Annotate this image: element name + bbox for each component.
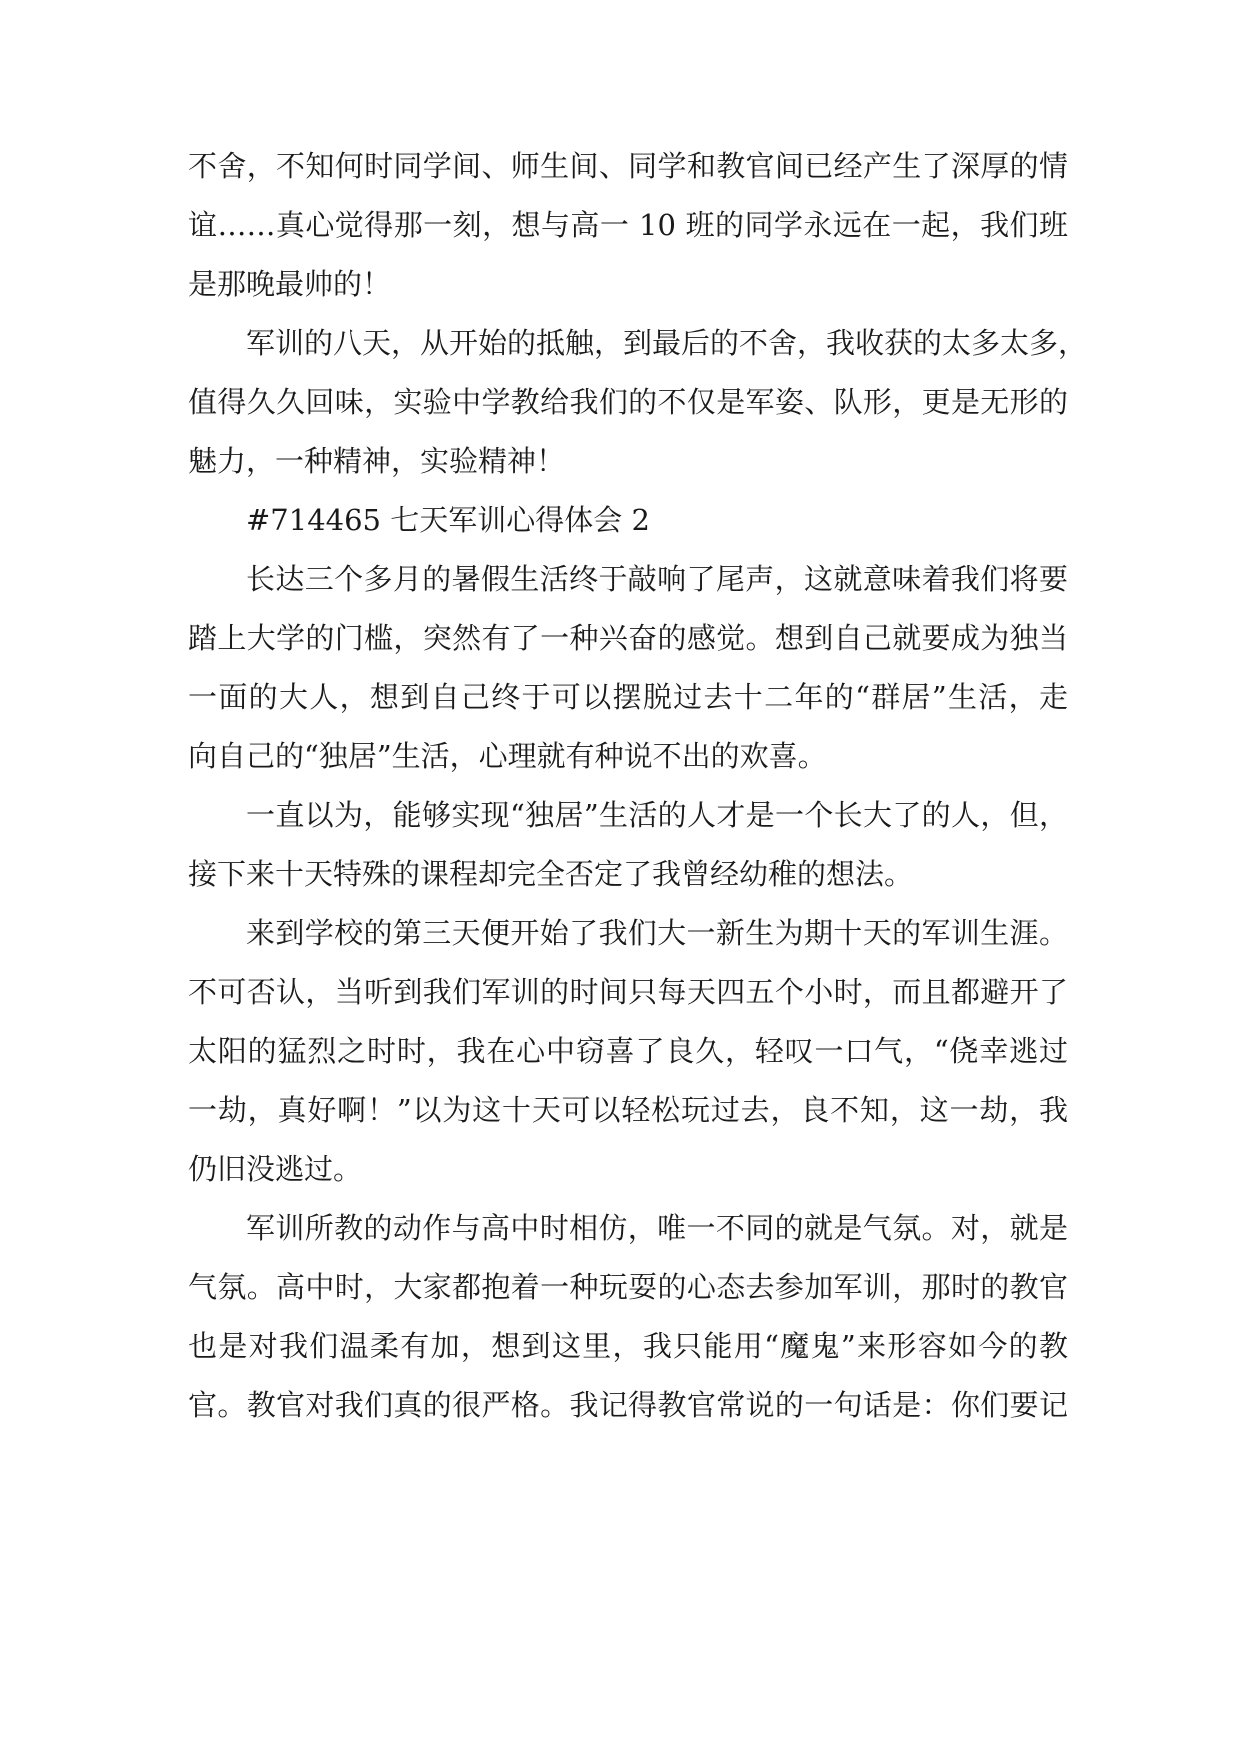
- text-line: 一直以为，能够实现“独居”生活的人才是一个长大了的人，但，: [246, 798, 1068, 832]
- text-line: 踏上大学的门槛，突然有了一种兴奋的感觉。想到自己就要成为独当: [188, 621, 1068, 655]
- text-line: 不可否认，当听到我们军训的时间只每天四五个小时，而且都避开了: [188, 975, 1068, 1009]
- text-line: 军训的八天，从开始的抵触，到最后的不舍，我收获的太多太多，: [246, 326, 1088, 360]
- text-line: 长达三个多月的暑假生活终于敲响了尾声，这就意味着我们将要: [246, 562, 1068, 596]
- text-line: 向自己的“独居”生活，心理就有种说不出的欢喜。: [188, 739, 827, 773]
- text-line: 魅力，一种精神，实验精神！: [188, 444, 566, 478]
- text-line: 一面的大人，想到自己终于可以摆脱过去十二年的“群居”生活，走: [188, 680, 1068, 714]
- text-line: 一劫，真好啊！”以为这十天可以轻松玩过去，良不知，这一劫，我: [188, 1093, 1068, 1127]
- text-line: 仍旧没逃过。: [188, 1152, 363, 1186]
- text-line: 官。教官对我们真的很严格。我记得教官常说的一句话是：你们要记: [188, 1388, 1068, 1422]
- text-line: 谊……真心觉得那一刻，想与高一 10 班的同学永远在一起，我们班: [188, 208, 1068, 242]
- text-line: 气氛。高中时，大家都抱着一种玩耍的心态去参加军训，那时的教官: [188, 1270, 1068, 1304]
- text-line: 来到学校的第三天便开始了我们大一新生为期十天的军训生涯。: [246, 916, 1068, 950]
- text-line: 太阳的猛烈之时时，我在心中窃喜了良久，轻叹一口气，“侥幸逃过: [188, 1034, 1068, 1068]
- text-line: 值得久久回味，实验中学教给我们的不仅是军姿、队形，更是无形的: [188, 385, 1068, 419]
- text-line: 是那晚最帅的！: [188, 267, 392, 301]
- section-heading: #714465 七天军训心得体会 2: [246, 503, 650, 537]
- text-line: 不舍，不知何时同学间、师生间、同学和教官间已经产生了深厚的情: [188, 149, 1068, 183]
- text-line: 军训所教的动作与高中时相仿，唯一不同的就是气氛。对，就是: [246, 1211, 1068, 1245]
- text-line: 也是对我们温柔有加，想到这里，我只能用“魔鬼”来形容如今的教: [188, 1329, 1068, 1363]
- text-line: 接下来十天特殊的课程却完全否定了我曾经幼稚的想法。: [188, 857, 914, 891]
